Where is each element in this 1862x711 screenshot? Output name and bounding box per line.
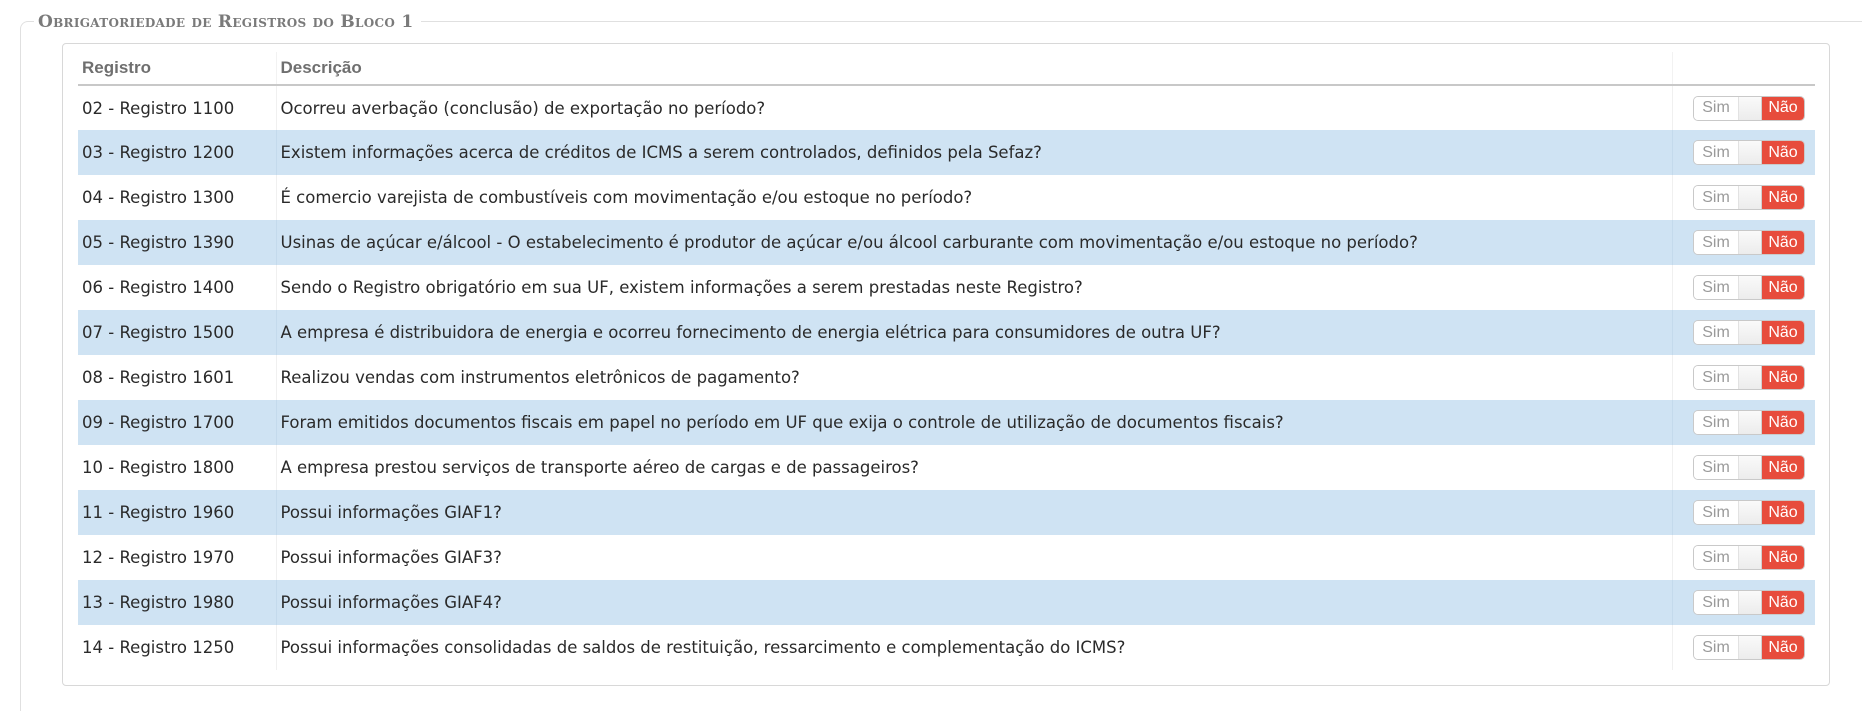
row-descricao: Existem informações acerca de créditos de ICMS a serem controlados, definidos pela Sefaz?	[276, 130, 1672, 175]
row-descricao: Possui informações consolidadas de saldos de restituição, ressarcimento e complementação do ICMS?	[276, 625, 1672, 670]
table-row	[78, 535, 1815, 580]
table-row	[78, 265, 1815, 310]
table-header-row	[78, 52, 1815, 85]
toggle-knob[interactable]	[1738, 231, 1762, 254]
sim-nao-toggle[interactable]	[1693, 455, 1805, 480]
row-toggle-cell	[1672, 445, 1815, 490]
table-row	[78, 220, 1815, 265]
row-registro: 12 - Registro 1970	[78, 535, 276, 580]
section-legend: Obrigatoriedade de Registros do Bloco 1	[34, 11, 421, 33]
row-descricao: Possui informações GIAF4?	[276, 580, 1672, 625]
row-descricao: Foram emitidos documentos fiscais em papel no período em UF que exija o controle de utilização de documentos fiscais?	[276, 400, 1672, 445]
row-registro: 03 - Registro 1200	[78, 130, 276, 175]
row-registro: 02 - Registro 1100	[78, 85, 276, 130]
toggle-nao-label: Não	[1762, 546, 1804, 569]
toggle-sim-label: Sim	[1694, 141, 1738, 164]
table-row	[78, 355, 1815, 400]
row-registro: 06 - Registro 1400	[78, 265, 276, 310]
header-toggle	[1672, 52, 1815, 85]
toggle-sim-label: Sim	[1694, 591, 1738, 614]
sim-nao-toggle[interactable]	[1693, 275, 1805, 300]
table-body	[78, 85, 1815, 670]
row-descricao: Ocorreu averbação (conclusão) de exportação no período?	[276, 85, 1672, 130]
sim-nao-toggle[interactable]	[1693, 96, 1805, 121]
sim-nao-toggle[interactable]	[1693, 230, 1805, 255]
row-registro: 08 - Registro 1601	[78, 355, 276, 400]
toggle-knob[interactable]	[1738, 276, 1762, 299]
sim-nao-toggle[interactable]	[1693, 410, 1805, 435]
toggle-knob[interactable]	[1738, 411, 1762, 434]
row-registro: 11 - Registro 1960	[78, 490, 276, 535]
row-toggle-cell	[1672, 220, 1815, 265]
row-registro: 05 - Registro 1390	[78, 220, 276, 265]
toggle-sim-label: Sim	[1694, 456, 1738, 479]
header-registro: Registro	[78, 52, 276, 85]
table-row	[78, 445, 1815, 490]
toggle-knob[interactable]	[1738, 321, 1762, 344]
row-toggle-cell	[1672, 535, 1815, 580]
row-registro: 07 - Registro 1500	[78, 310, 276, 355]
toggle-sim-label: Sim	[1694, 97, 1738, 120]
toggle-nao-label: Não	[1762, 186, 1804, 209]
toggle-sim-label: Sim	[1694, 546, 1738, 569]
row-registro: 10 - Registro 1800	[78, 445, 276, 490]
toggle-sim-label: Sim	[1694, 636, 1738, 659]
sim-nao-toggle[interactable]	[1693, 545, 1805, 570]
sim-nao-toggle[interactable]	[1693, 635, 1805, 660]
row-descricao: A empresa é distribuidora de energia e ocorreu fornecimento de energia elétrica para consumidores de outra UF?	[276, 310, 1672, 355]
toggle-knob[interactable]	[1738, 97, 1762, 120]
table-row	[78, 175, 1815, 220]
table-row	[78, 625, 1815, 670]
row-registro: 09 - Registro 1700	[78, 400, 276, 445]
table-row	[78, 400, 1815, 445]
toggle-nao-label: Não	[1762, 411, 1804, 434]
sim-nao-toggle[interactable]	[1693, 590, 1805, 615]
toggle-knob[interactable]	[1738, 636, 1762, 659]
sim-nao-toggle[interactable]	[1693, 500, 1805, 525]
row-descricao: Sendo o Registro obrigatório em sua UF, existem informações a serem prestadas neste Registro?	[276, 265, 1672, 310]
sim-nao-toggle[interactable]	[1693, 365, 1805, 390]
toggle-knob[interactable]	[1738, 456, 1762, 479]
row-toggle-cell	[1672, 265, 1815, 310]
row-toggle-cell	[1672, 175, 1815, 220]
toggle-nao-label: Não	[1762, 501, 1804, 524]
sim-nao-toggle[interactable]	[1693, 140, 1805, 165]
toggle-sim-label: Sim	[1694, 366, 1738, 389]
toggle-knob[interactable]	[1738, 591, 1762, 614]
toggle-nao-label: Não	[1762, 321, 1804, 344]
table-row	[78, 130, 1815, 175]
toggle-knob[interactable]	[1738, 366, 1762, 389]
row-toggle-cell	[1672, 310, 1815, 355]
row-descricao: É comercio varejista de combustíveis com movimentação e/ou estoque no período?	[276, 175, 1672, 220]
row-descricao: Realizou vendas com instrumentos eletrônicos de pagamento?	[276, 355, 1672, 400]
row-toggle-cell	[1672, 85, 1815, 130]
toggle-nao-label: Não	[1762, 366, 1804, 389]
row-toggle-cell	[1672, 400, 1815, 445]
row-toggle-cell	[1672, 490, 1815, 535]
toggle-knob[interactable]	[1738, 186, 1762, 209]
row-toggle-cell	[1672, 580, 1815, 625]
toggle-nao-label: Não	[1762, 231, 1804, 254]
row-descricao: A empresa prestou serviços de transporte aéreo de cargas e de passageiros?	[276, 445, 1672, 490]
table-row	[78, 580, 1815, 625]
sim-nao-toggle[interactable]	[1693, 320, 1805, 345]
toggle-nao-label: Não	[1762, 456, 1804, 479]
toggle-knob[interactable]	[1738, 141, 1762, 164]
toggle-nao-label: Não	[1762, 141, 1804, 164]
row-descricao: Possui informações GIAF1?	[276, 490, 1672, 535]
row-toggle-cell	[1672, 625, 1815, 670]
toggle-sim-label: Sim	[1694, 411, 1738, 434]
row-registro: 14 - Registro 1250	[78, 625, 276, 670]
toggle-nao-label: Não	[1762, 636, 1804, 659]
row-descricao: Usinas de açúcar e/álcool - O estabelecimento é produtor de açúcar e/ou álcool carburante com movimentação e/ou estoque no período?	[276, 220, 1672, 265]
toggle-nao-label: Não	[1762, 276, 1804, 299]
toggle-sim-label: Sim	[1694, 501, 1738, 524]
row-toggle-cell	[1672, 355, 1815, 400]
row-registro: 04 - Registro 1300	[78, 175, 276, 220]
toggle-sim-label: Sim	[1694, 276, 1738, 299]
table-row	[78, 310, 1815, 355]
sim-nao-toggle[interactable]	[1693, 185, 1805, 210]
row-toggle-cell	[1672, 130, 1815, 175]
toggle-sim-label: Sim	[1694, 186, 1738, 209]
toggle-nao-label: Não	[1762, 591, 1804, 614]
row-registro: 13 - Registro 1980	[78, 580, 276, 625]
registros-table	[78, 52, 1815, 670]
header-descricao: Descrição	[276, 52, 1672, 85]
table-row	[78, 490, 1815, 535]
toggle-sim-label: Sim	[1694, 231, 1738, 254]
row-descricao: Possui informações GIAF3?	[276, 535, 1672, 580]
toggle-knob[interactable]	[1738, 546, 1762, 569]
toggle-nao-label: Não	[1762, 97, 1804, 120]
toggle-knob[interactable]	[1738, 501, 1762, 524]
table-row	[78, 85, 1815, 130]
toggle-sim-label: Sim	[1694, 321, 1738, 344]
